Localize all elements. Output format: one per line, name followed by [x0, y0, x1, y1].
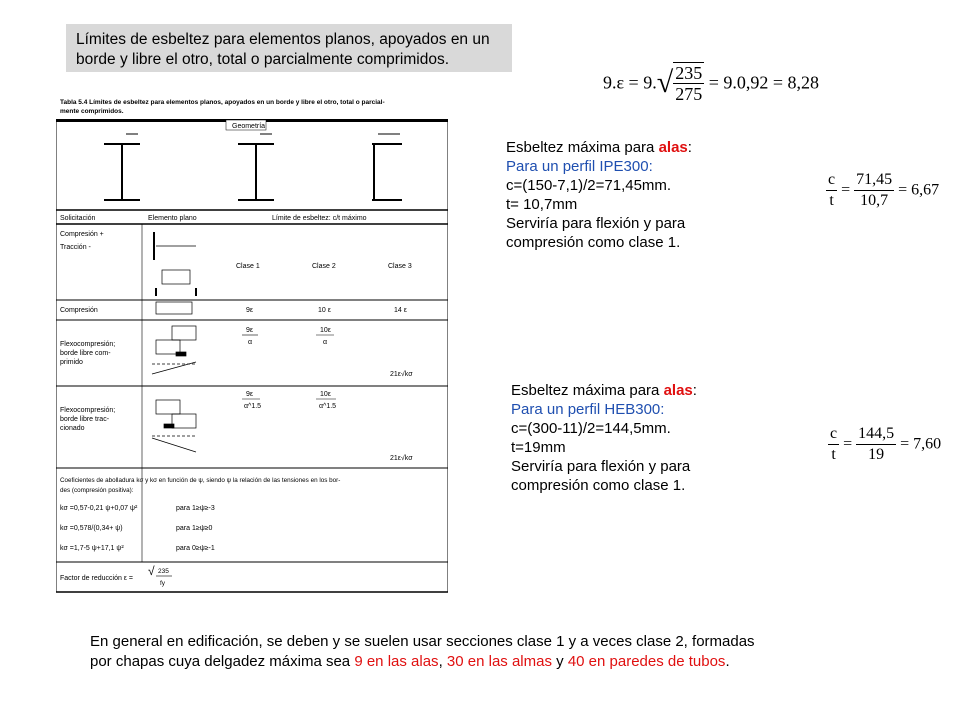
row3-c2-den: α [323, 339, 328, 346]
row3-label-b: borde libre com- [60, 350, 111, 357]
top-formula: 9.ε = 9.√ $\frac{235}{275}$ = 9.0,92 = 8,28 [603, 63, 819, 104]
tubos-limit: 40 en paredes de tubos [567, 653, 726, 670]
coef-k3: kσ =1,7-5 ψ+17,1 ψ² [60, 545, 124, 552]
heb300-t: t=19mm [511, 439, 566, 456]
factor-label: Factor de reducción ε = [60, 575, 133, 582]
footer-line-2: por chapas cuya delgadez máxima sea 9 en las alas, 30 en las almas y 40 en paredes de tubos. [90, 653, 730, 670]
ipe300-note-1: Serviría para flexión y para [506, 215, 686, 232]
row3-c1-num: 9ε [246, 327, 254, 334]
row2-label: Compresión [60, 307, 98, 314]
ipe300-note-2: compresión como clase 1. [506, 234, 681, 251]
channel-profile [372, 134, 402, 200]
coef-k1-cond: para 1≥ψ≥-3 [176, 505, 215, 512]
heb300-note-2: compresión como clase 1. [511, 477, 686, 494]
row3-sketch [152, 326, 196, 374]
footer-line-1: En general en edificación, se deben y se suelen usar secciones clase 1 y a veces clase 2, formadas [90, 633, 755, 650]
coef-k3-cond: para 0≥ψ≥-1 [176, 545, 215, 552]
table-col-limite: Límite de esbeltez: c/t máximo [272, 215, 367, 222]
ipe300-block [506, 138, 746, 252]
table-clase1: Clase 1 [236, 263, 260, 270]
table-geometria: Geometría [232, 123, 266, 130]
row2-c2: 10 ε [318, 307, 331, 314]
row1-sketch [154, 232, 196, 296]
table-col-elemento: Elemento plano [148, 215, 197, 222]
slenderness-table [56, 92, 448, 594]
heb300-formula: $\frac{c}{t}$ = $\frac{144,5}{19}$ = 7,60 [830, 425, 942, 463]
row2-c1: 9ε [246, 307, 254, 314]
alas-highlight: alas [663, 382, 693, 399]
coef-k2-cond: para 1≥ψ≥0 [176, 525, 213, 532]
alas-highlight: alas [658, 139, 688, 156]
svg-text:√: √ [148, 564, 155, 578]
coef-k1: kσ =0,57-0,21 ψ+0,07 ψ² [60, 505, 138, 512]
factor-num: 235 [158, 568, 169, 575]
row1-label-a: Compresión + [60, 231, 104, 238]
row4-c1-den: α^1.5 [244, 403, 262, 410]
footer-note [90, 632, 870, 672]
table-col-solicitacion: Solicitación [60, 215, 96, 222]
top-formula-fraction [673, 62, 704, 104]
top-formula-den: 275 [675, 84, 703, 104]
table-caption-1: Tabla 5.4 Límites de esbeltez para elementos planos, apoyados en un borde y libre el otro, total o parcial- [60, 99, 385, 106]
row4-c1-num: 9ε [246, 391, 254, 398]
row3-label-c: primido [60, 359, 83, 366]
ipe300-heading: Esbeltez máxima para alas: [506, 139, 692, 156]
heb300-note-1: Serviría para flexión y para [511, 458, 691, 475]
factor-den: fy [160, 580, 166, 587]
coef-k2: kσ =0,578/(0,34+ ψ) [60, 525, 123, 532]
i-beam-profile-2 [238, 134, 274, 200]
top-formula-lhs: 9.ε = 9. [603, 72, 657, 93]
top-formula-num: 235 [675, 63, 703, 83]
table-clase2: Clase 2 [312, 263, 336, 270]
ipe300-formula: $\frac{c}{t}$ = $\frac{71,45}{10,7}$ = 6,67 [828, 171, 940, 209]
row3-c3: 21ε√kσ [390, 371, 413, 378]
heb300-profile: Para un perfil HEB300: [511, 401, 665, 418]
ipe300-c: c=(150-7,1)/2=71,45mm. [506, 177, 672, 194]
i-beam-profile-1 [104, 134, 140, 200]
row4-label-b: borde libre trac- [60, 416, 110, 423]
table-caption-2: mente comprimidos. [60, 108, 124, 115]
row4-c3: 21ε√kσ [390, 455, 413, 462]
row1-label-b: Tracción - [60, 244, 91, 251]
row3-c2-num: 10ε [320, 327, 331, 334]
ipe300-t: t= 10,7mm [506, 196, 578, 213]
row3-label-a: Flexocompresión; [60, 341, 116, 348]
row4-c2-den: α^1.5 [319, 403, 337, 410]
alas-limit: 9 en las alas [354, 653, 439, 670]
row2-c3: 14 ε [394, 307, 407, 314]
heb300-heading: Esbeltez máxima para alas: [511, 382, 697, 399]
page-title: Límites de esbeltez para elementos planos, apoyados en un borde y libre el otro, total o parcialmente comprimidos. [76, 31, 490, 68]
coef-b: des (compresión positiva): [60, 487, 134, 494]
table-clase3: Clase 3 [388, 263, 412, 270]
heb300-block [511, 381, 751, 495]
row4-sketch [152, 400, 196, 452]
row4-c2-num: 10ε [320, 391, 331, 398]
almas-limit: 30 en las almas [446, 653, 552, 670]
row4-label-c: cionado [60, 425, 85, 432]
top-formula-rhs: = 9.0,92 = 8,28 [708, 72, 819, 93]
coef-a: Coeficientes de abolladura kσ y kσ en función de ψ, siendo ψ la relación de las tensiones en los bor- [60, 477, 341, 484]
heb300-c: c=(300-11)/2=144,5mm. [511, 420, 671, 437]
row3-c1-den: α [248, 339, 253, 346]
ipe300-profile: Para un perfil IPE300: [506, 158, 653, 175]
row4-label-a: Flexocompresión; [60, 407, 116, 414]
